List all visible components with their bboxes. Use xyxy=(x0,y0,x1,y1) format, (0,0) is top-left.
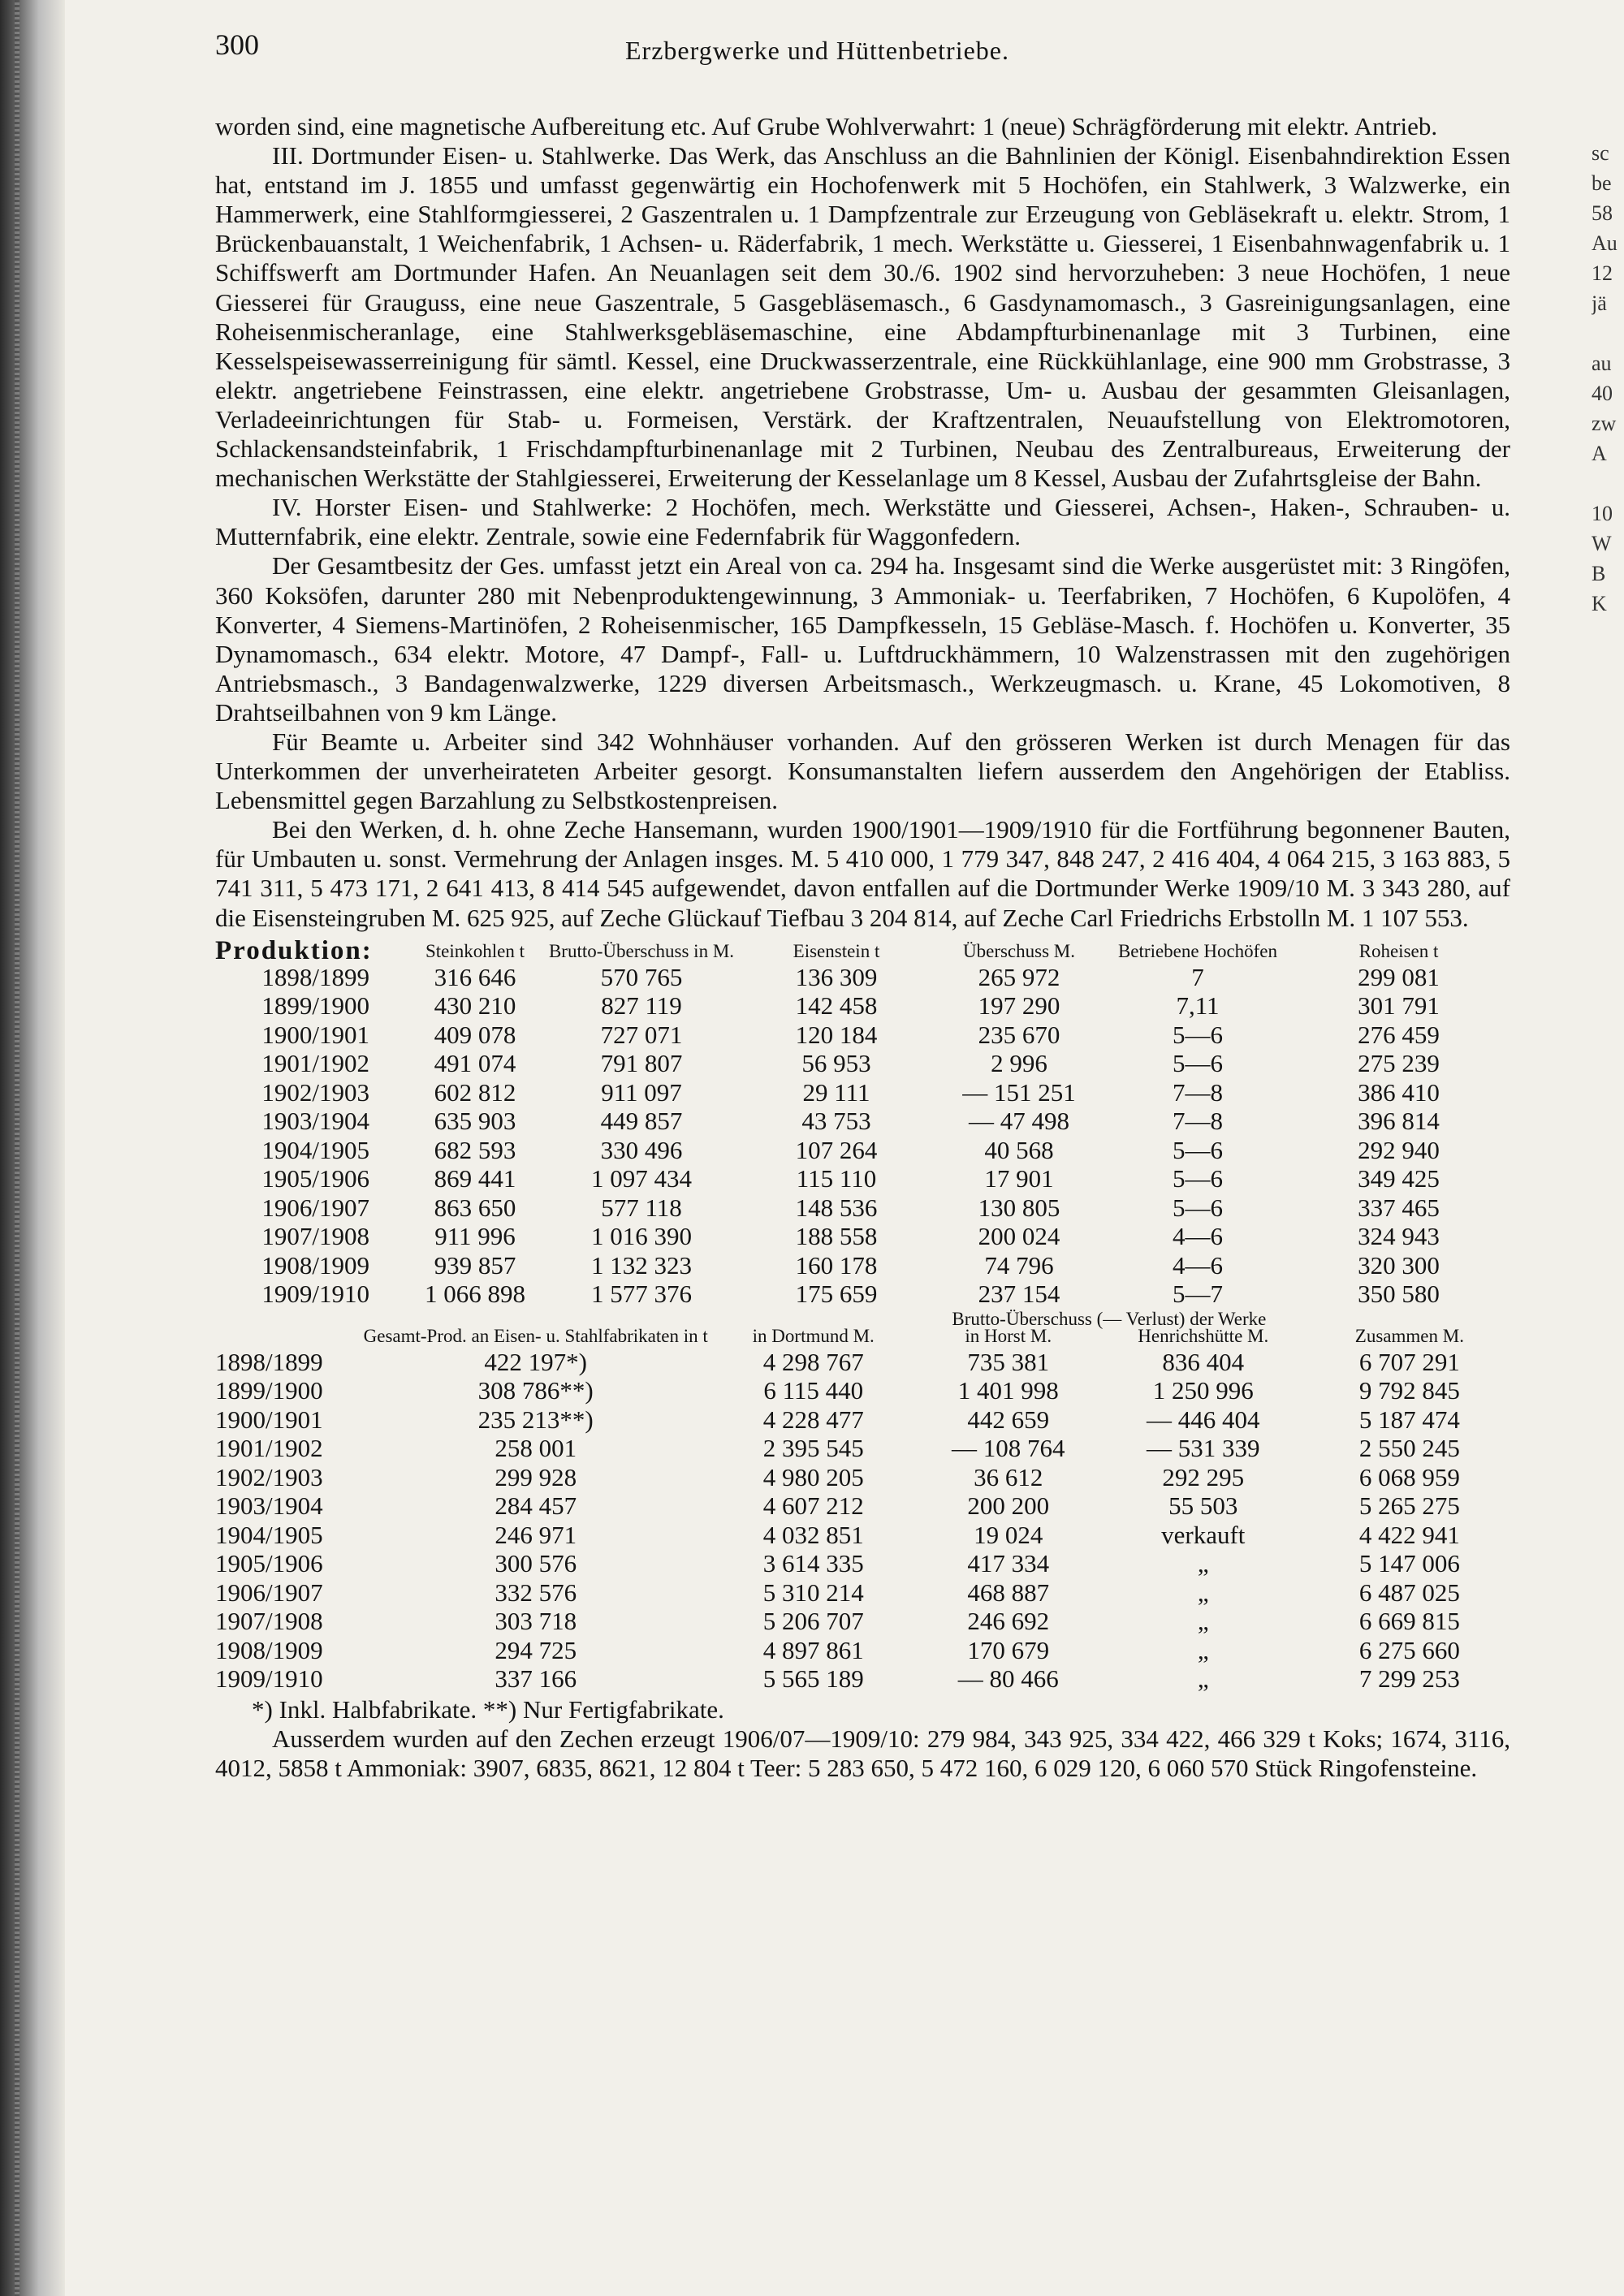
year-cell: 1909/1910 xyxy=(261,1280,369,1309)
table-row xyxy=(215,1607,1510,1636)
table-row xyxy=(215,1049,1510,1078)
year-cell: 1902/1903 xyxy=(215,1462,323,1491)
value-cell: 55 503 xyxy=(1168,1491,1238,1521)
book-binding-edge xyxy=(0,0,65,2296)
value-cell: 4 422 941 xyxy=(1358,1520,1460,1549)
table-row xyxy=(215,1664,1510,1694)
value-cell: 200 024 xyxy=(978,1222,1060,1251)
value-cell: 6 487 025 xyxy=(1358,1577,1460,1607)
value-cell: 5—6 xyxy=(1173,1193,1223,1222)
table-row xyxy=(215,1549,1510,1578)
value-cell: 1 132 323 xyxy=(591,1250,692,1280)
paragraph-gesamtbesitz: Der Gesamtbesitz der Ges. umfasst jetzt ein Areal von ca. 294 ha. Insgesamt sind die Werke ausgerüstet mit: 3 Ringöfen, 360 Koksöfen, darunter 280 mit Nebenproduktengewinnung, 3 Ammoniak- u. Teerfabriken, 7 Hochöfen, 6 Kupolöfen, 4 Konverter, 4 Siemens-Martinöfen, 2 Roheisenmischer, 165 Dampfkesseln, 15 Gebläse-Masch. f. Hochöfen u. Konverter, 35 Dynamomasch., 634 elektr. Motore, 47 Dampf-, Fall- u. Luftdruckhämmern, 10 Walzenstrassen mit den zugehörigen Antriebsmasch., 3 Bandagenwalzwerke, 1229 diversen Arbeitsmasch., Werkzeugmasch. u. Krane, 45 Lokomotiven, 8 Drahtseilbahnen von 9 km Länge. xyxy=(215,551,1510,727)
value-cell: 7—8 xyxy=(1173,1077,1223,1107)
table-row xyxy=(215,963,1510,992)
value-cell: 115 110 xyxy=(796,1164,877,1193)
col-header: Überschuss M. xyxy=(963,940,1075,961)
year-cell: 1909/1910 xyxy=(215,1664,323,1694)
value-cell: 5 206 707 xyxy=(762,1607,864,1636)
adjacent-fragment-line: be xyxy=(1592,171,1612,195)
value-cell: 5—7 xyxy=(1173,1280,1223,1309)
value-cell: 235 213**) xyxy=(477,1405,594,1434)
page-header xyxy=(215,24,1510,71)
value-cell: 350 580 xyxy=(1358,1280,1440,1309)
paragraph-dortmunder-werke: III. Dortmunder Eisen- u. Stahlwerke. Das Werk, das Anschluss an die Bahnlinien der Königl. Eisenbahndirektion Essen hat, entstand im J. 1855 und umfasst gegenwärtig ein Hochofenwerk mit 5 Hochöfen, ein Stahlwerk, 3 Walzwerke, ein Hammerwerk, eine Stahlformgiesserei, 2 Gaszentralen u. 1 Dampfzentrale zur Erzeugung von Gebläsekraft u. elektr. Strom, 1 Brückenbauanstalt, 1 Weichenfabrik, 1 Achsen- u. Räderfabrik, 1 mech. Werkstätte u. Giesserei, 1 Eisenbahnwagenfabrik u. 1 Schiffswerft am Dortmunder Hafen. An Neuanlagen seit dem 30./6. 1902 sind hervorzuheben: 3 neue Hochöfen, 1 neue Giesserei für Grauguss, eine neue Gaszentrale, 5 Gasgebläsemasch., 6 Gasdynamomasch., 3 Gasreinigungsanlagen, eine Roheisenmischeranlage, eine Stahlwerksgebläsemaschine, eine Abdampfturbinenanlage mit 3 Turbinen, eine Kesselspeisewasserreinigung für sämtl. Kessel, eine Druckwasserzentrale, eine Rückkühlanlage, eine 900 mm Grobstrasse, 3 elektr. angetriebene Feinstrassen, eine elektr. angetriebene Grobstrasse, Um- u. Ausbau der gesammten Gleisanlagen, Verladeeinrichtungen für Stab- u. Formeisen, Verstärk. der Kraftzentralen, Neuaufstellung von Elektromotoren, Schlackensandsteinfabrik, 1 Frischdampfturbinenanlage mit 2 Turbinen, Neubau des Zentralbureaus, Erweiterung der mechanischen Werkstätte der Stahlgiesserei, Erweiterung der Kesselanlage um 8 Kessel, Ausbau der Zufahrtsgleise der Bahn. xyxy=(215,141,1510,493)
value-cell: 2 550 245 xyxy=(1358,1434,1460,1463)
table-row xyxy=(215,1280,1510,1309)
value-cell: 148 536 xyxy=(795,1193,878,1222)
value-cell: 74 796 xyxy=(984,1250,1054,1280)
table-row xyxy=(215,1521,1510,1550)
value-cell: 4—6 xyxy=(1173,1250,1223,1280)
value-cell: 791 807 xyxy=(600,1049,683,1078)
value-cell: 120 184 xyxy=(795,1020,878,1049)
value-cell: 320 300 xyxy=(1358,1250,1440,1280)
value-cell: 2 395 545 xyxy=(762,1434,864,1463)
paragraph-continuation: worden sind, eine magnetische Aufbereitung etc. Auf Grube Wohlverwahrt: 1 (neue) Schrägförderung mit elektr. Antrieb. xyxy=(215,112,1438,140)
value-cell: „ xyxy=(1197,1664,1209,1694)
value-cell: 7 299 253 xyxy=(1358,1664,1460,1694)
value-cell: 5—6 xyxy=(1173,1164,1223,1193)
value-cell: 4 032 851 xyxy=(762,1520,864,1549)
production-label: Produktion: xyxy=(215,935,373,965)
year-cell: 1901/1902 xyxy=(215,1434,323,1463)
value-cell: 911 996 xyxy=(434,1222,516,1251)
value-cell: 276 459 xyxy=(1358,1020,1440,1049)
col-header: in Dortmund M. xyxy=(752,1325,875,1346)
value-cell: 300 576 xyxy=(495,1549,577,1578)
value-cell: 301 791 xyxy=(1358,991,1440,1021)
value-cell: 939 857 xyxy=(434,1250,516,1280)
value-cell: „ xyxy=(1197,1635,1209,1664)
col-header: Zusammen M. xyxy=(1354,1325,1464,1346)
value-cell: 5 265 275 xyxy=(1358,1491,1460,1521)
value-cell: 299 081 xyxy=(1358,962,1440,991)
value-cell: 175 659 xyxy=(795,1280,878,1309)
adjacent-fragment-line: zw xyxy=(1592,412,1617,435)
value-cell: 299 928 xyxy=(495,1462,577,1491)
year-cell: 1906/1907 xyxy=(261,1193,369,1222)
year-cell: 1904/1905 xyxy=(215,1520,323,1549)
footnote: *) Inkl. Halbfabrikate. **) Nur Fertigfabrikate. xyxy=(252,1694,724,1724)
value-cell: 330 496 xyxy=(600,1135,683,1164)
col-group-header: Brutto-Überschuss (— Verlust) der Werke xyxy=(952,1308,1267,1329)
value-cell: 17 901 xyxy=(984,1164,1054,1193)
value-cell: 409 078 xyxy=(434,1020,516,1049)
value-cell: 7,11 xyxy=(1176,991,1220,1021)
value-cell: 275 239 xyxy=(1358,1049,1440,1078)
value-cell: 577 118 xyxy=(601,1193,682,1222)
running-title: Erzbergwerke und Hüttenbetriebe. xyxy=(625,36,1009,65)
value-cell: — 446 404 xyxy=(1147,1405,1260,1434)
col-header: in Horst M. xyxy=(965,1325,1052,1346)
value-cell: 308 786**) xyxy=(477,1376,594,1405)
value-cell: 316 646 xyxy=(434,962,516,991)
value-cell: verkauft xyxy=(1161,1520,1246,1549)
table-row xyxy=(215,1251,1510,1280)
value-cell: 107 264 xyxy=(795,1135,878,1164)
value-cell: 1 577 376 xyxy=(591,1280,692,1309)
value-cell: 170 679 xyxy=(967,1635,1050,1664)
year-cell: 1905/1906 xyxy=(215,1549,323,1578)
value-cell: 6 275 660 xyxy=(1358,1635,1460,1664)
value-cell: 430 210 xyxy=(434,991,516,1021)
value-cell: — 108 764 xyxy=(952,1434,1065,1463)
year-cell: 1907/1908 xyxy=(261,1222,369,1251)
value-cell: 911 097 xyxy=(601,1077,682,1107)
value-cell: 5—6 xyxy=(1173,1020,1223,1049)
table-row xyxy=(215,1405,1510,1435)
year-cell: 1907/1908 xyxy=(215,1607,323,1636)
value-cell: 197 290 xyxy=(978,991,1060,1021)
table-row xyxy=(215,1348,1510,1377)
value-cell: 5—6 xyxy=(1173,1049,1223,1078)
value-cell: 1 097 434 xyxy=(591,1164,692,1193)
col-header: Eisenstein t xyxy=(793,940,880,961)
year-cell: 1908/1909 xyxy=(215,1635,323,1664)
value-cell: 337 465 xyxy=(1358,1193,1440,1222)
footer-text xyxy=(215,1695,1510,1783)
table-row xyxy=(215,1636,1510,1665)
page xyxy=(215,24,1510,1783)
value-cell: 36 612 xyxy=(974,1462,1043,1491)
value-cell: 9 792 845 xyxy=(1358,1376,1460,1405)
value-cell: 6 669 815 xyxy=(1358,1607,1460,1636)
value-cell: 735 381 xyxy=(967,1347,1050,1376)
value-cell: 258 001 xyxy=(495,1434,577,1463)
value-cell: 570 765 xyxy=(600,962,683,991)
adjacent-fragment-line: Au xyxy=(1592,231,1618,255)
value-cell: 7 xyxy=(1191,962,1204,991)
value-cell: 5—6 xyxy=(1173,1135,1223,1164)
value-cell: 4 897 861 xyxy=(762,1635,864,1664)
value-cell: 303 718 xyxy=(495,1607,577,1636)
value-cell: 682 593 xyxy=(434,1135,516,1164)
value-cell: 6 115 440 xyxy=(763,1376,864,1405)
value-cell: 284 457 xyxy=(495,1491,577,1521)
value-cell: 1 401 998 xyxy=(957,1376,1059,1405)
adjacent-fragment-line: K xyxy=(1592,592,1607,615)
adjacent-fragment-line: 58 xyxy=(1592,201,1613,225)
value-cell: 468 887 xyxy=(967,1577,1050,1607)
value-cell: 869 441 xyxy=(434,1164,516,1193)
table-row xyxy=(215,1193,1510,1223)
value-cell: 160 178 xyxy=(795,1250,878,1280)
table-row xyxy=(215,1491,1510,1521)
year-cell: 1908/1909 xyxy=(261,1250,369,1280)
table-row xyxy=(215,1463,1510,1492)
value-cell: 827 119 xyxy=(601,991,682,1021)
adjacent-fragment-line: B xyxy=(1592,562,1606,585)
value-cell: „ xyxy=(1197,1607,1209,1636)
value-cell: 422 197*) xyxy=(484,1347,587,1376)
value-cell: 4 228 477 xyxy=(762,1405,864,1434)
value-cell: — 47 498 xyxy=(969,1107,1069,1136)
value-cell: 237 154 xyxy=(978,1280,1060,1309)
value-cell: 635 903 xyxy=(434,1107,516,1136)
value-cell: 5 565 189 xyxy=(762,1664,864,1694)
value-cell: 491 074 xyxy=(434,1049,516,1078)
value-cell: 56 953 xyxy=(801,1049,871,1078)
value-cell: 265 972 xyxy=(978,962,1060,991)
table-row xyxy=(215,1222,1510,1251)
page-number: 300 xyxy=(215,28,259,61)
value-cell: 349 425 xyxy=(1358,1164,1440,1193)
profit-table-header xyxy=(215,1327,1510,1348)
value-cell: 1 016 390 xyxy=(591,1222,692,1251)
value-cell: 386 410 xyxy=(1358,1077,1440,1107)
year-cell: 1900/1901 xyxy=(261,1020,369,1049)
value-cell: 5 187 474 xyxy=(1358,1405,1460,1434)
year-cell: 1906/1907 xyxy=(215,1577,323,1607)
table-row xyxy=(215,1021,1510,1050)
profit-table xyxy=(215,1310,1510,1694)
paragraph-wohnhaeuser: Für Beamte u. Arbeiter sind 342 Wohnhäuser vorhanden. Auf den grösseren Werken ist durch Menagen für das Unterkommen der unverheirateten Arbeiter gesorgt. Konsumanstalten liefern ausserdem den Angehörigen der Etabliss. Lebensmittel gegen Barzahlung zu Selbstkostenpreisen. xyxy=(215,727,1510,815)
closing-paragraph: Ausserdem wurden auf den Zechen erzeugt 1906/07—1909/10: 279 984, 343 925, 334 422, 466 329 t Koks; 1674, 3116, 4012, 5858 t Ammoniak: 3907, 6835, 8621, 12 804 t Teer: 5 283 650, 5 472 160, 6 029 120, 6 060 570 Stück Ringofensteine. xyxy=(215,1724,1510,1782)
adjacent-fragment-line: sc xyxy=(1592,141,1609,165)
paragraph-horster-werke: IV. Horster Eisen- und Stahlwerke: 2 Hochöfen, mech. Werkstätte und Giesserei, Achsen-, Haken-, Schrauben- u. Mutternfabrik, eine elektr. Zentrale, sowie eine Federnfabrik für Waggonfedern. xyxy=(215,493,1510,551)
year-cell: 1899/1900 xyxy=(215,1376,323,1405)
table-row xyxy=(215,1136,1510,1165)
col-header: Gesamt-Prod. an Eisen- u. Stahlfabrikaten in t xyxy=(363,1325,708,1346)
value-cell: 1 250 996 xyxy=(1152,1376,1254,1405)
value-cell: 4—6 xyxy=(1173,1222,1223,1251)
value-cell: 235 670 xyxy=(978,1020,1060,1049)
year-cell: 1901/1902 xyxy=(261,1049,369,1078)
adjacent-fragment-line: A xyxy=(1592,442,1607,465)
adjacent-fragment-line: W xyxy=(1592,532,1612,555)
table-row xyxy=(215,1578,1510,1608)
adjacent-fragment-line xyxy=(1592,468,1624,498)
value-cell: 4 980 205 xyxy=(762,1462,864,1491)
adjacent-page-fragment xyxy=(1592,138,1624,625)
value-cell: 292 940 xyxy=(1358,1135,1440,1164)
value-cell: 1 066 898 xyxy=(425,1280,525,1309)
value-cell: 337 166 xyxy=(495,1664,577,1694)
value-cell: 246 971 xyxy=(495,1520,577,1549)
value-cell: 396 814 xyxy=(1358,1107,1440,1136)
value-cell: 6 707 291 xyxy=(1358,1347,1460,1376)
production-table xyxy=(215,935,1510,1309)
body-text xyxy=(215,112,1510,933)
value-cell: 43 753 xyxy=(801,1107,871,1136)
year-cell: 1900/1901 xyxy=(215,1405,323,1434)
col-header: Henrichshütte M. xyxy=(1138,1325,1269,1346)
value-cell: 136 309 xyxy=(795,962,878,991)
value-cell: 7—8 xyxy=(1173,1107,1223,1136)
col-header: Steinkohlen t xyxy=(425,940,525,961)
col-header: Brutto-Überschuss in M. xyxy=(548,940,735,961)
value-cell: 863 650 xyxy=(434,1193,516,1222)
value-cell: 19 024 xyxy=(974,1520,1043,1549)
paragraph-investitionen: Bei den Werken, d. h. ohne Zeche Hansemann, wurden 1900/1901—1909/1910 für die Fortführung begonnener Bauten, für Umbauten u. sonst. Vermehrung der Anlagen insges. M. 5 410 000, 1 779 347, 848 247, 2 416 404, 4 064 215, 3 163 883, 5 741 311, 5 473 171, 2 641 413, 8 414 545 aufgewendet, davon entfallen auf die Dortmunder Werke 1909/10 M. 3 343 280, auf die Eisensteingruben M. 625 925, auf Zeche Glückauf Tiefbau 3 204 814, auf Zeche Carl Friedrichs Erbstolln M. 1 107 553. xyxy=(215,815,1510,932)
adjacent-fragment-line xyxy=(1592,318,1624,348)
table-row xyxy=(215,1078,1510,1107)
value-cell: 727 071 xyxy=(600,1020,683,1049)
value-cell: 5 310 214 xyxy=(762,1577,864,1607)
year-cell: 1905/1906 xyxy=(261,1164,369,1193)
value-cell: 246 692 xyxy=(967,1607,1050,1636)
year-cell: 1899/1900 xyxy=(261,991,369,1021)
value-cell: 142 458 xyxy=(795,991,878,1021)
year-cell: 1902/1903 xyxy=(261,1077,369,1107)
value-cell: — 80 466 xyxy=(957,1664,1059,1694)
table-row xyxy=(215,991,1510,1021)
value-cell: 5 147 006 xyxy=(1358,1549,1460,1578)
table-row xyxy=(215,1107,1510,1136)
value-cell: 332 576 xyxy=(495,1577,577,1607)
value-cell: 4 607 212 xyxy=(762,1491,864,1521)
year-cell: 1898/1899 xyxy=(215,1347,323,1376)
adjacent-fragment-line: 10 xyxy=(1592,502,1613,525)
adjacent-fragment-line: jä xyxy=(1592,291,1607,315)
value-cell: — 531 339 xyxy=(1147,1434,1260,1463)
profit-table-group-header xyxy=(215,1310,1510,1327)
table-row xyxy=(215,1434,1510,1463)
value-cell: — 151 251 xyxy=(962,1077,1076,1107)
table-row xyxy=(215,1164,1510,1193)
col-header: Roheisen t xyxy=(1358,940,1439,961)
adjacent-fragment-line: 12 xyxy=(1592,261,1613,285)
value-cell: 130 805 xyxy=(978,1193,1060,1222)
value-cell: 602 812 xyxy=(434,1077,516,1107)
value-cell: 200 200 xyxy=(967,1491,1050,1521)
adjacent-fragment-line: au xyxy=(1592,352,1612,375)
value-cell: 2 996 xyxy=(991,1049,1047,1078)
value-cell: 836 404 xyxy=(1162,1347,1245,1376)
year-cell: 1903/1904 xyxy=(261,1107,369,1136)
adjacent-fragment-line: 40 xyxy=(1592,382,1613,405)
value-cell: „ xyxy=(1197,1577,1209,1607)
value-cell: 40 568 xyxy=(984,1135,1054,1164)
value-cell: 188 558 xyxy=(795,1222,878,1251)
value-cell: 4 298 767 xyxy=(762,1347,864,1376)
value-cell: 449 857 xyxy=(600,1107,683,1136)
value-cell: 3 614 335 xyxy=(762,1549,864,1578)
production-table-header xyxy=(215,943,1510,963)
year-cell: 1898/1899 xyxy=(261,962,369,991)
value-cell: „ xyxy=(1197,1549,1209,1578)
value-cell: 6 068 959 xyxy=(1358,1462,1460,1491)
value-cell: 294 725 xyxy=(495,1635,577,1664)
col-header: Betriebene Hochöfen xyxy=(1117,940,1278,961)
value-cell: 292 295 xyxy=(1162,1462,1245,1491)
value-cell: 324 943 xyxy=(1358,1222,1440,1251)
year-cell: 1903/1904 xyxy=(215,1491,323,1521)
value-cell: 29 111 xyxy=(802,1077,870,1107)
value-cell: 417 334 xyxy=(967,1549,1050,1578)
year-cell: 1904/1905 xyxy=(261,1135,369,1164)
value-cell: 442 659 xyxy=(967,1405,1050,1434)
table-row xyxy=(215,1376,1510,1405)
